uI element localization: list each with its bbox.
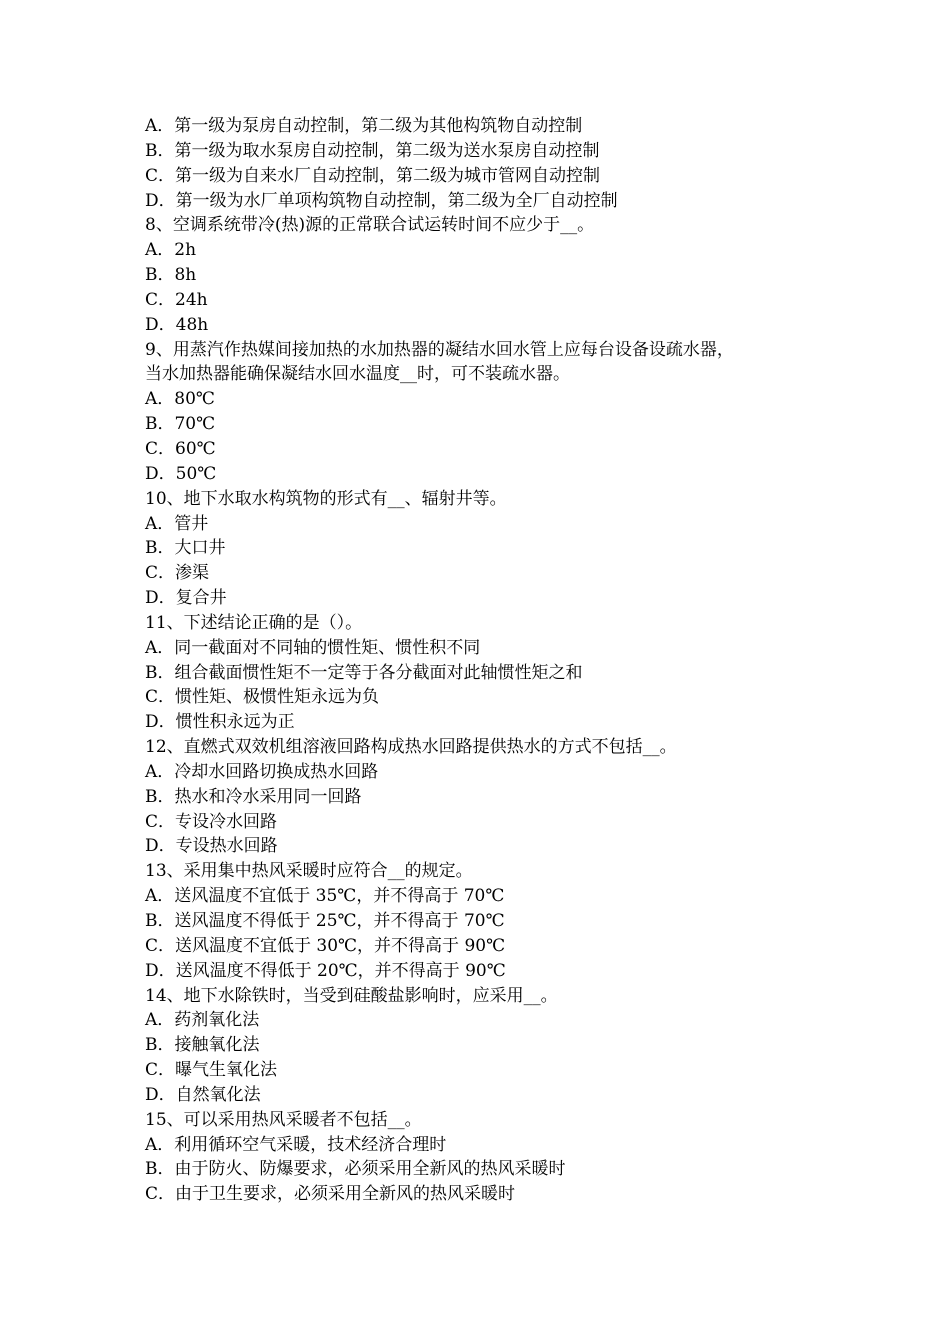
option-line: A．2h xyxy=(145,240,197,261)
option-line: D．复合井 xyxy=(145,588,227,609)
question-8: 8、空调系统带冷(热)源的正常联合试运转时间不应少于__。 xyxy=(145,215,595,236)
question-11: 11、下述结论正确的是（）。 xyxy=(145,612,363,633)
option-line: A．冷却水回路切换成热水回路 xyxy=(145,761,379,782)
option-line: D．惯性积永远为正 xyxy=(145,712,295,733)
option-line: C．第一级为自来水厂自动控制，第二级为城市管网自动控制 xyxy=(145,165,601,186)
option-line: C．专设冷水回路 xyxy=(145,811,278,832)
option-line: C．60℃ xyxy=(145,438,216,459)
option-line: B．由于防火、防爆要求，必须采用全新风的热风采暖时 xyxy=(145,1159,566,1180)
option-line: C．渗渠 xyxy=(145,563,210,584)
question-14: 14、地下水除铁时，当受到硅酸盐影响时，应采用__。 xyxy=(145,985,558,1006)
option-line: B．8h xyxy=(145,265,197,286)
option-line: A．第一级为泵房自动控制，第二级为其他构筑物自动控制 xyxy=(145,116,583,136)
question-9-continued: 当水加热器能确保凝结水回水温度__时，可不装疏水器。 xyxy=(145,364,570,385)
option-line: B．送风温度不得低于 25℃，并不得高于 70℃ xyxy=(145,911,505,931)
option-line: A．药剂氧化法 xyxy=(145,1010,260,1031)
question-12: 12、直燃式双效机组溶液回路构成热水回路提供热水的方式不包括__。 xyxy=(145,737,677,758)
option-line: B．第一级为取水泵房自动控制，第二级为送水泵房自动控制 xyxy=(145,140,600,161)
option-line: D．送风温度不得低于 20℃，并不得高于 90℃ xyxy=(145,960,506,981)
option-line: D．第一级为水厂单项构筑物自动控制，第二级为全厂自动控制 xyxy=(145,190,618,211)
option-line: C．曝气生氧化法 xyxy=(145,1060,278,1081)
option-line: D．专设热水回路 xyxy=(145,836,278,857)
option-line: B．组合截面惯性矩不一定等于各分截面对此轴惯性矩之和 xyxy=(145,662,583,683)
option-line: A．送风温度不宜低于 35℃，并不得高于 70℃ xyxy=(145,886,505,907)
question-9: 9、用蒸汽作热媒间接加热的水加热器的凝结水回水管上应每台设备设疏水器， xyxy=(145,339,734,360)
option-line: A．管井 xyxy=(145,513,209,534)
option-line: C．送风温度不宜低于 30℃，并不得高于 90℃ xyxy=(145,935,506,956)
question-13: 13、采用集中热风采暖时应符合__的规定。 xyxy=(145,861,473,882)
option-line: A．利用循环空气采暖，技术经济合理时 xyxy=(145,1134,447,1155)
document-page xyxy=(145,114,825,1207)
option-line: A．80℃ xyxy=(145,389,215,410)
option-line: D．48h xyxy=(145,314,209,335)
option-line: C．惯性矩、极惯性矩永远为负 xyxy=(145,687,380,708)
option-line: D．50℃ xyxy=(145,463,217,484)
option-line: C．由于卫生要求，必须采用全新风的热风采暖时 xyxy=(145,1184,516,1205)
question-15: 15、可以采用热风采暖者不包括__。 xyxy=(145,1109,422,1130)
option-line: A．同一截面对不同轴的惯性矩、惯性积不同 xyxy=(145,637,481,658)
option-line: D．自然氧化法 xyxy=(145,1084,261,1105)
option-line: B．热水和冷水采用同一回路 xyxy=(145,786,362,807)
option-line: B．大口井 xyxy=(145,538,226,559)
option-line: C．24h xyxy=(145,289,208,310)
option-line: B．70℃ xyxy=(145,414,216,435)
question-10: 10、地下水取水构筑物的形式有__、辐射井等。 xyxy=(145,488,507,509)
option-line: B．接触氧化法 xyxy=(145,1035,260,1056)
